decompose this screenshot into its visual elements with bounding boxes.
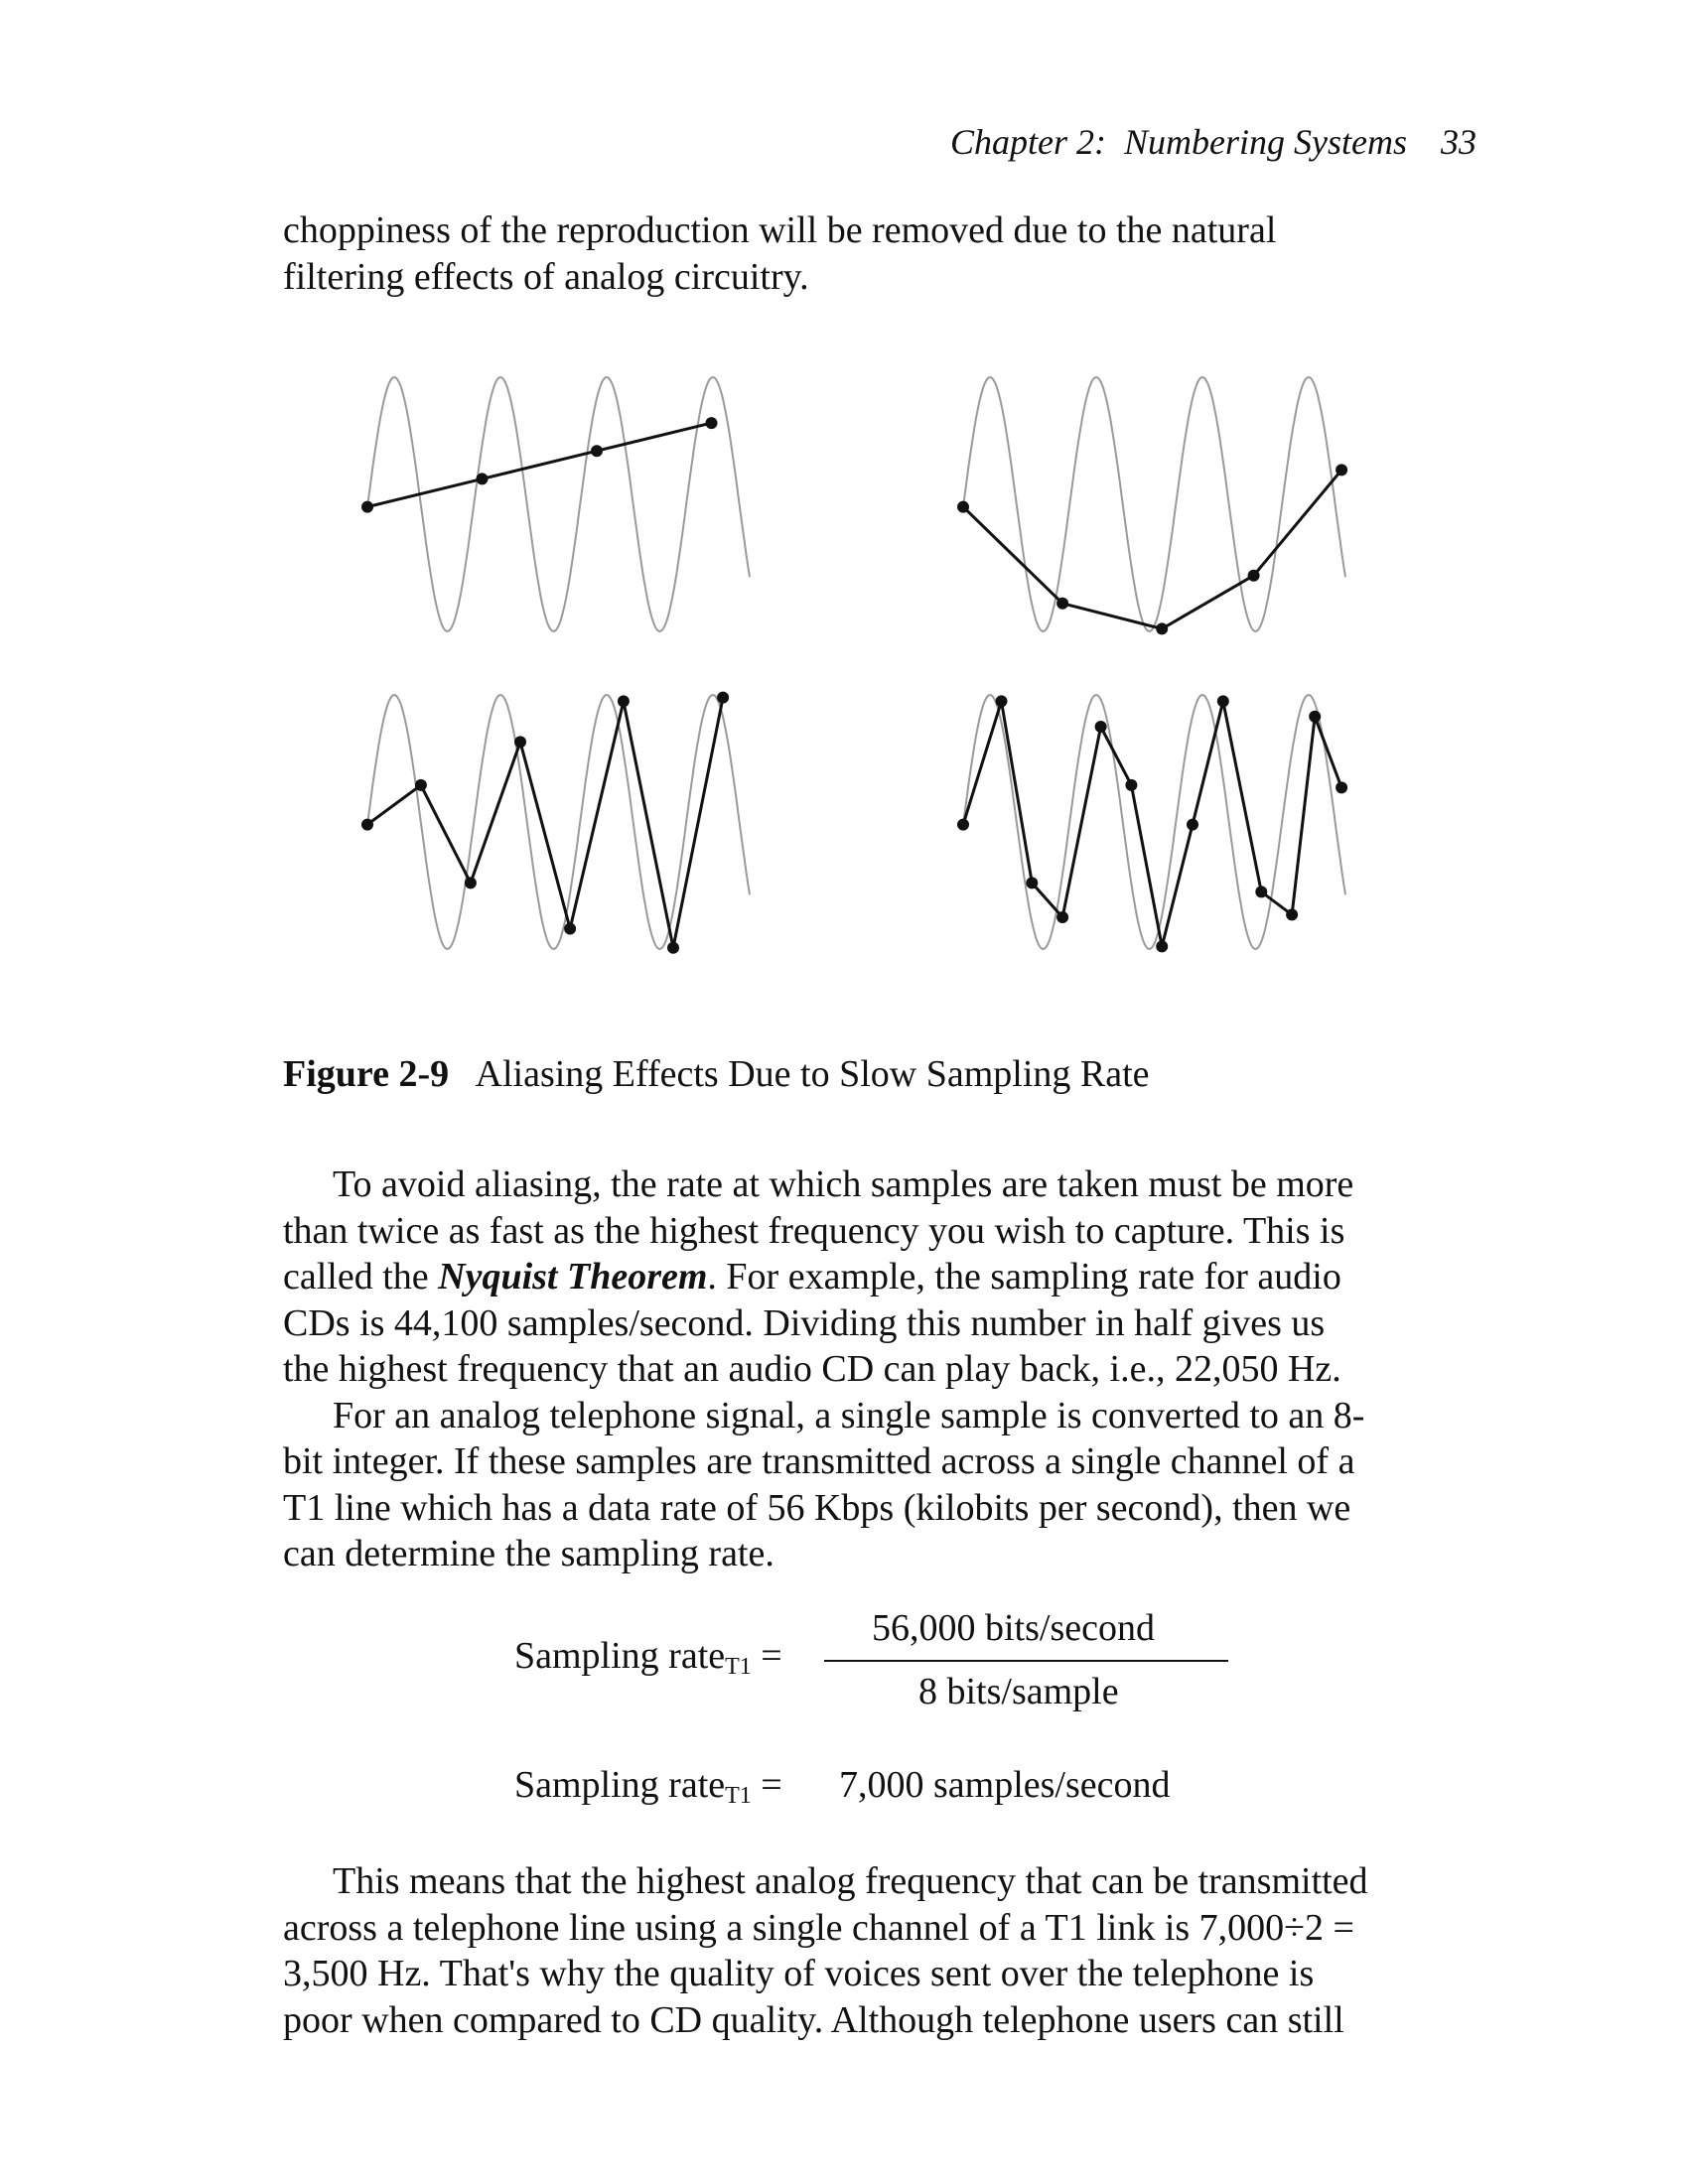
text-span: . For example, the sampling rate for audio: [707, 1256, 1341, 1297]
text-line: the highest frequency that an audio CD can play back, i.e., 22,050 Hz.: [283, 1348, 1341, 1390]
sample-point: [1217, 695, 1229, 707]
sample-point: [1286, 908, 1298, 920]
analog-sine-wave: [963, 377, 1345, 631]
equation-1-numerator: 56,000 bits/second: [872, 1607, 1155, 1649]
aliasing-figure: [338, 357, 1370, 993]
equation-2-left: [514, 1763, 782, 1810]
sample-point: [514, 736, 526, 748]
text-line: T1 line which has a data rate of 56 Kbps (kilobits per second), then we: [283, 1486, 1351, 1529]
sample-point: [564, 923, 576, 935]
sample-point: [1026, 877, 1038, 888]
sample-point: [591, 445, 603, 457]
text-line: To avoid aliasing, the rate at which samples are taken must be more: [333, 1163, 1354, 1205]
sample-point: [1336, 781, 1347, 793]
text-line: choppiness of the reproduction will be removed due to the natural: [283, 209, 1277, 251]
panel-bottom-right: [957, 695, 1347, 952]
eq1-equals: =: [751, 1635, 782, 1677]
eq1-label: Sampling rate: [514, 1635, 726, 1677]
sample-point: [1255, 886, 1267, 897]
sample-point: [667, 942, 679, 954]
panel-top-right: [957, 377, 1347, 634]
running-header: [950, 121, 1477, 163]
figure-caption: [283, 1052, 1150, 1096]
text-line: This means that the highest analog frequency that can be transmitted: [333, 1860, 1368, 1902]
chapter-title: Chapter 2: Numbering Systems: [950, 122, 1407, 162]
equation-2-result: 7,000 samples/second: [839, 1764, 1171, 1806]
reconstructed-signal-line: [963, 701, 1341, 946]
emphasis-term: Nyquist Theorem: [438, 1256, 708, 1297]
sample-point: [1248, 570, 1260, 582]
eq2-label: Sampling rate: [514, 1764, 726, 1806]
eq1-subscript: T1: [725, 1654, 752, 1680]
sample-point: [1187, 819, 1198, 831]
sample-point: [706, 417, 718, 429]
sample-point: [415, 779, 427, 791]
text-line: poor when compared to CD quality. Although telephone users can still: [283, 1998, 1344, 2041]
caption-label: Figure 2-9: [283, 1053, 450, 1095]
text-line: [283, 1254, 1455, 1300]
sample-point: [1309, 711, 1321, 723]
sample-point: [361, 501, 373, 513]
caption-text: Aliasing Effects Due to Slow Sampling Rate: [475, 1053, 1150, 1095]
reconstructed-signal-line: [963, 470, 1341, 628]
panel-top-left: [361, 377, 750, 631]
eq2-subscript: T1: [725, 1783, 752, 1809]
page-number: 33: [1441, 122, 1477, 162]
text-line: For an analog telephone signal, a single sample is converted to an 8-: [333, 1394, 1365, 1436]
sample-point: [1336, 464, 1347, 476]
sample-point: [477, 473, 489, 484]
top-paragraph: [283, 207, 1455, 300]
text-line: across a telephone line using a single channel of a T1 link is 7,000÷2 =: [283, 1906, 1354, 1949]
paragraph-nyquist: [283, 1161, 1455, 1577]
sample-point: [717, 692, 729, 704]
sample-point: [957, 819, 969, 831]
sample-point: [1095, 721, 1107, 733]
text-line: filtering effects of analog circuitry.: [283, 255, 809, 298]
fraction-bar: [824, 1660, 1228, 1662]
sample-point: [1056, 598, 1068, 610]
equation-1-left: [514, 1634, 782, 1681]
text-line: bit integer. If these samples are transmitted across a single channel of a: [283, 1440, 1355, 1482]
paragraph-telephone: [283, 1858, 1455, 2043]
sample-point: [957, 501, 969, 513]
sample-point: [1156, 622, 1168, 634]
panel-bottom-left: [361, 692, 750, 954]
sample-point: [1156, 940, 1168, 952]
reconstructed-signal-line: [367, 423, 712, 507]
sample-point: [361, 819, 373, 831]
text-line: 3,500 Hz. That's why the quality of voices sent over the telephone is: [283, 1953, 1315, 1994]
sample-point: [996, 695, 1008, 707]
text-span: called the: [283, 1256, 439, 1297]
sample-point: [465, 877, 477, 888]
analog-sine-wave: [367, 695, 750, 949]
text-line: than twice as fast as the highest frequency you wish to capture. This is: [283, 1209, 1345, 1252]
eq2-equals: =: [751, 1764, 782, 1806]
sample-point: [1056, 911, 1068, 923]
sample-point: [618, 695, 630, 707]
text-line: CDs is 44,100 samples/second. Dividing this number in half gives us: [283, 1301, 1326, 1344]
sample-point: [1125, 779, 1137, 791]
aliasing-diagram: [338, 357, 1370, 993]
text-line: can determine the sampling rate.: [283, 1533, 774, 1574]
equation-1-denominator: 8 bits/sample: [918, 1671, 1119, 1712]
analog-sine-wave: [367, 377, 750, 631]
